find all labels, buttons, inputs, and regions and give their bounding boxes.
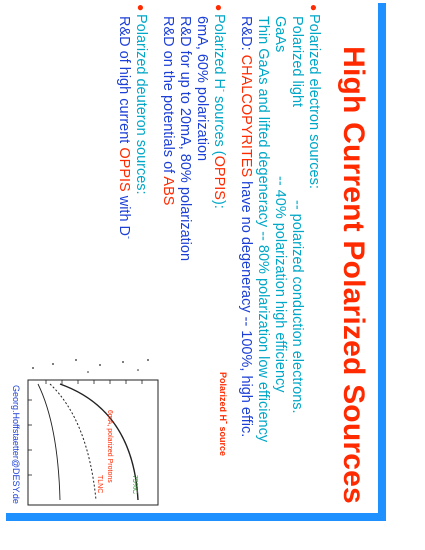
- bullet-dot-icon: ●: [134, 4, 148, 12]
- electron-line-2b: -- 40% polarization high efficiency: [272, 176, 288, 393]
- bullet-dot-icon: ●: [212, 4, 226, 12]
- slide-title: High Current Polarized Sources: [337, 46, 370, 504]
- plot-curve-2: [50, 384, 96, 500]
- plot-figure: [18, 340, 178, 510]
- frame-border-right: [378, 3, 386, 521]
- plot-ticks: [28, 380, 142, 475]
- plot-curve-3: [38, 384, 60, 500]
- plot-dots: [32, 359, 149, 373]
- hminus-line-2: R&D for up to 20mA, 80% polarization: [177, 16, 193, 262]
- bullet-dot-icon: ●: [307, 4, 321, 12]
- bullet-hminus-heading: ●Polarized H- sources (OPPIS):: [211, 4, 229, 209]
- deuteron-line-1: R&D of high current OPPIS with D-: [116, 16, 134, 240]
- electron-line-1b: -- polarized conduction electrons.: [289, 200, 305, 414]
- bullet-electron-heading: ●Polarized electron sources:: [306, 4, 322, 189]
- plot-curve-label-1: 6mA, polarized Protons: [106, 410, 113, 483]
- electron-line-1a: Polarized light: [289, 16, 305, 108]
- electron-line-4: R&D: CHALCOPYRITES have no degeneracy -- 100%, high effic.: [238, 16, 254, 438]
- electron-line-2a: GaAs: [272, 16, 288, 53]
- plot-curve-label-3: 75%C: [131, 475, 138, 495]
- hminus-line-3: R&D on the potentials of ABS: [160, 16, 176, 206]
- bullet-deuteron-heading: ●Polarized deuteron sources:: [133, 4, 149, 195]
- plot-frame: [28, 380, 158, 505]
- plot-curve-label-2: TLNC: [96, 475, 103, 494]
- plot-title: Polarized H- source: [218, 372, 232, 457]
- contact-email: Georg.Hoffstaetter@DESY.de: [11, 385, 21, 504]
- frame-border-bottom: [6, 513, 386, 521]
- hminus-line-1: 6mA, 60% polarization: [194, 16, 210, 162]
- electron-line-3: Thin GaAs and lifted degeneracy -- 80% polarization low efficiency: [255, 16, 271, 443]
